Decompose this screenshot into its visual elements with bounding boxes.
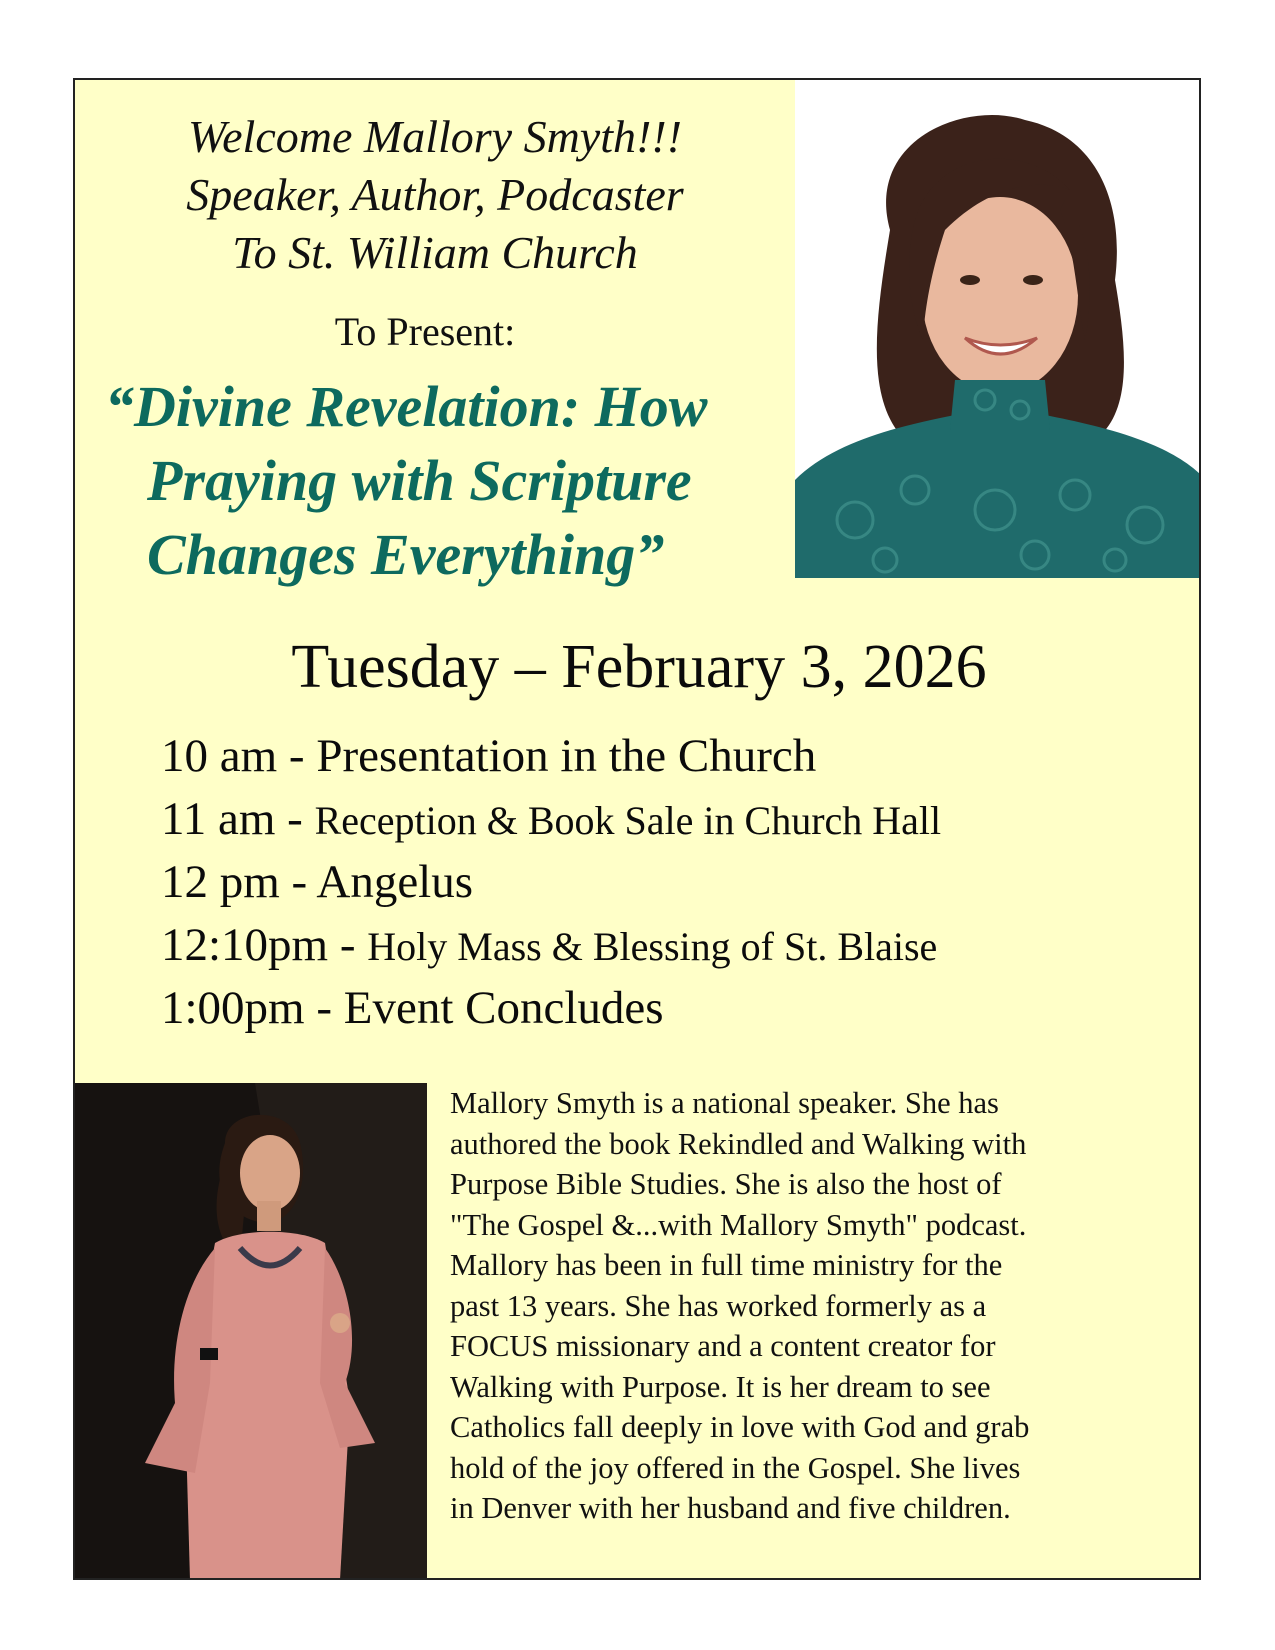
stage-illustration [75, 1083, 427, 1580]
bio-line: Mallory Smyth is a national speaker. She has [450, 1086, 999, 1120]
schedule-item [161, 725, 1181, 788]
bio-line: hold of the joy offered in the Gospel. She lives [450, 1450, 1021, 1485]
event-date: Tuesday – February 3, 2026 [291, 633, 987, 701]
bio-line: authored the book Rekindled and Walking with [450, 1126, 1027, 1161]
bio-line: FOCUS missionary and a content creator for [450, 1329, 996, 1363]
talk-title-line-2: Praying with Scripture [147, 448, 692, 513]
welcome-line-3: To St. William Church [232, 227, 638, 278]
schedule-activity: Presentation in the Church [316, 730, 817, 782]
bio-line: Catholics fall deeply in love with God and grab [450, 1410, 1030, 1444]
bio-line: in Denver with her husband and five children. [450, 1491, 1011, 1525]
speaker-stage-photo [75, 1083, 427, 1580]
schedule-activity: Angelus [316, 856, 474, 908]
bio-line: "The Gospel &...with Mallory Smyth" podcast. [450, 1207, 1027, 1242]
welcome-heading [75, 108, 795, 282]
speaker-portrait-photo [795, 80, 1201, 578]
schedule-time: 11 am - [161, 793, 315, 845]
schedule-time: 10 am - [161, 730, 317, 782]
event-schedule [161, 725, 1181, 1040]
welcome-line-1: Welcome Mallory Smyth!!! [188, 111, 682, 162]
schedule-item [161, 914, 1181, 977]
schedule-time: 12 pm - [161, 856, 317, 908]
schedule-time: 12:10pm - [161, 919, 368, 971]
talk-title-line-1: “Divine Revelation: How [105, 374, 708, 439]
portrait-illustration [795, 80, 1201, 578]
speaker-bio [450, 1083, 1190, 1529]
talk-title [105, 370, 785, 592]
schedule-activity: Event Concludes [343, 982, 664, 1034]
schedule-item [161, 788, 1181, 851]
talk-title-line-3: Changes Everything” [147, 522, 665, 587]
bio-line: Purpose Bible Studies. She is also the host of [450, 1167, 1002, 1201]
bio-line: Walking with Purpose. It is her dream to see [450, 1369, 991, 1404]
to-present-label: To Present: [334, 309, 516, 354]
schedule-activity: Reception & Book Sale in Church Hall [314, 798, 942, 843]
schedule-time: 1:00pm - [161, 982, 344, 1034]
welcome-line-2: Speaker, Author, Podcaster [186, 169, 684, 220]
bio-line: past 13 years. She has worked formerly as a [450, 1288, 987, 1323]
schedule-activity: Holy Mass & Blessing of St. Blaise [367, 924, 938, 969]
schedule-item [161, 851, 1181, 914]
bio-line: Mallory has been in full time ministry for the [450, 1248, 1003, 1282]
schedule-item [161, 977, 1181, 1040]
event-flyer [73, 78, 1201, 1580]
